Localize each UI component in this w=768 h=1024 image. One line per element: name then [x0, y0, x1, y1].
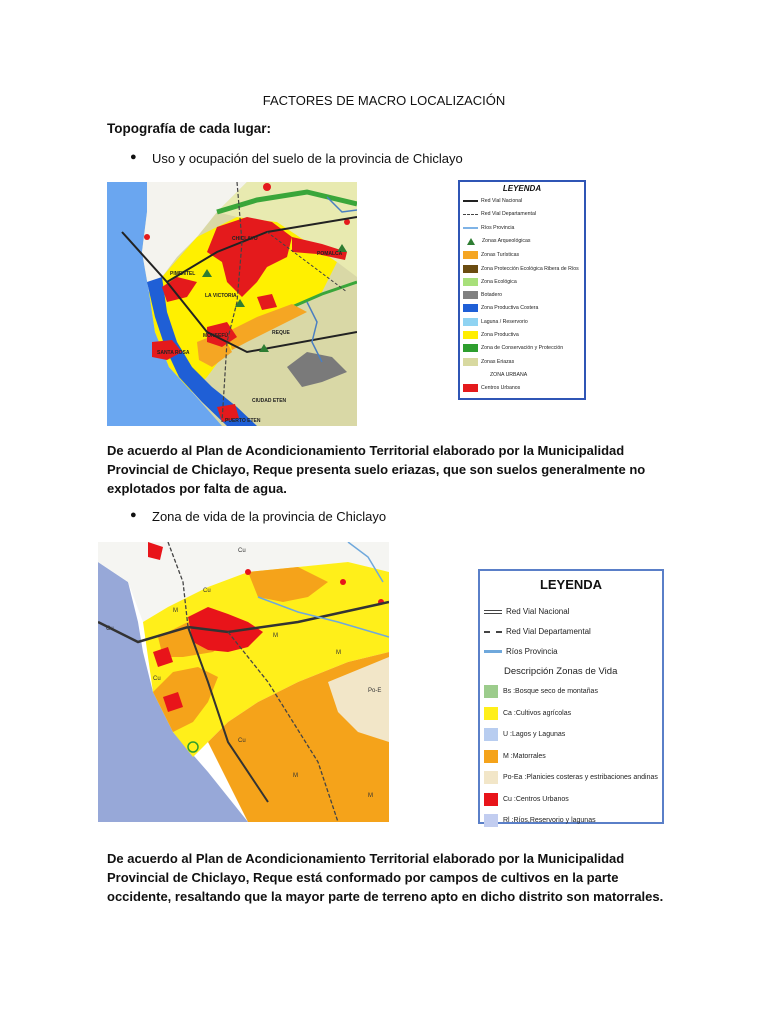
map1-label: LA VICTORIA [205, 293, 237, 299]
legend-label: Bs :Bosque seco de montañas [503, 688, 598, 695]
legend-swatch [463, 265, 478, 273]
land-use-legend [458, 180, 586, 400]
legend-item [463, 251, 519, 259]
legend-label: Laguna / Reservorio [481, 318, 528, 325]
svg-text:Cu: Cu [153, 676, 161, 682]
land-use-map [107, 182, 357, 426]
legend-label: Zona Ecológica [481, 278, 517, 285]
legend-swatch [463, 251, 478, 259]
map1-label: MONSEFÚ [203, 333, 228, 339]
legend-item [484, 627, 591, 636]
map1-label: REQUE [272, 330, 290, 336]
legend-swatch [463, 371, 478, 379]
paragraph: De acuerdo al Plan de Acondicionamiento Territorial elaborado por la Municipalidad Provincial de Chiclayo, Reque está conformado por campos de cultivos en la parte occidente, resaltando que la mayor parte de terreno apto en dicho distrito son matorrales. [107, 851, 664, 904]
map1-label: PUERTO ETEN [225, 418, 261, 424]
legend-swatch [484, 771, 498, 784]
legend-label: Ríos Provincia [506, 647, 558, 656]
svg-text:M: M [173, 608, 178, 614]
legend-item [463, 344, 563, 352]
legend-item [463, 211, 536, 217]
legend-swatch [463, 304, 478, 312]
legend-label: Ríos Provincia [481, 224, 515, 231]
legend-item [463, 371, 527, 379]
legend-swatch [484, 650, 502, 653]
legend-item [484, 750, 546, 763]
svg-text:M: M [336, 650, 341, 656]
legend-swatch [484, 750, 498, 763]
legend-label: Red Vial Nacional [481, 198, 523, 204]
life-zones-map [98, 542, 389, 822]
legend-swatch [463, 384, 478, 392]
legend-label: Rl :Ríos,Reservorio y lagunas [503, 817, 596, 824]
svg-text:M: M [368, 793, 373, 799]
legend-item [463, 304, 538, 312]
legend-label: Red Vial Departamental [481, 211, 536, 218]
legend-label: Cu :Centros Urbanos [503, 795, 569, 803]
bullet-text: Zona de vida de la provincia de Chiclayo [152, 509, 387, 524]
legend-swatch [467, 238, 475, 245]
legend-item [484, 685, 598, 698]
bullet-text: Uso y ocupación del suelo de la provincia de Chiclayo [152, 151, 463, 166]
svg-text:Cu: Cu [238, 738, 246, 744]
legend-item [463, 238, 530, 245]
legend-swatch [463, 344, 478, 352]
legend-subtitle: Descripción Zonas de Vida [504, 666, 618, 677]
legend-label: Zona Protección Ecológica Ribera de Ríos [481, 265, 579, 272]
legend-swatch [463, 291, 478, 299]
svg-text:Cu: Cu [238, 548, 246, 554]
legend-swatch [484, 814, 498, 827]
legend-label: Red Vial Departamental [506, 627, 591, 636]
legend-swatch [484, 728, 498, 741]
legend-swatch [484, 793, 498, 806]
legend-swatch [463, 318, 478, 326]
paragraph: De acuerdo al Plan de Acondicionamiento Territorial elaborado por la Municipalidad Provincial de Chiclayo, Reque presenta suelo eriazas, que son suelos generalmente no explotados por falta de agua. [107, 443, 646, 496]
legend-label: M :Matorrales [503, 752, 546, 760]
legend-item [463, 331, 519, 339]
svg-text:Cu: Cu [106, 626, 114, 632]
svg-text:M: M [273, 633, 278, 639]
bullet-dot-icon: ● [130, 151, 137, 163]
map1-label: CIUDAD ETEN [252, 398, 287, 404]
legend-swatch [484, 631, 502, 633]
legend-label: Po-Ea :Planicies costeras y estribaciones andinas [503, 774, 658, 781]
svg-text:Cu: Cu [203, 588, 211, 594]
legend-item [463, 278, 517, 286]
legend-swatch [463, 227, 478, 229]
legend-item [484, 707, 571, 720]
legend-label: ZONA URBANA [490, 371, 528, 378]
legend-label: Botadero [481, 292, 503, 299]
legend-swatch [484, 707, 498, 720]
map1-label: CHICLAYO [232, 236, 258, 242]
legend-swatch [463, 214, 478, 215]
legend-item [484, 728, 565, 741]
legend-label: Zona Productiva [481, 332, 519, 338]
legend-swatch [463, 331, 478, 339]
legend-label: U :Lagos y Lagunas [503, 731, 566, 738]
svg-text:M: M [293, 773, 298, 779]
legend-item [463, 358, 514, 366]
legend-label: Zonas Turísticas [481, 252, 520, 259]
legend-swatch [484, 610, 502, 614]
map1-label: PIMENTEL [170, 271, 196, 277]
legend-item [484, 771, 658, 784]
legend-label: Ca :Cultivos agrícolas [503, 709, 572, 717]
legend-title: LEYENDA [539, 577, 603, 592]
legend-label: Red Vial Nacional [506, 607, 570, 616]
legend-label: Zona de Conservación y Protección [481, 345, 564, 352]
legend-item [463, 225, 514, 231]
legend-item [484, 793, 569, 806]
section-heading: Topografía de cada lugar: [107, 121, 272, 136]
legend-title: LEYENDA [502, 184, 542, 193]
map1-label: POMALCA [317, 251, 343, 257]
legend-label: Zona Productiva Costera [481, 305, 539, 312]
bullet-dot-icon: ● [130, 509, 137, 521]
legend-swatch [463, 200, 478, 202]
legend-item [484, 814, 596, 827]
map1-label: SANTA ROSA [157, 350, 190, 356]
legend-item [463, 291, 502, 299]
legend-label: Zonas Eriazas [481, 358, 515, 365]
legend-item [484, 607, 569, 616]
svg-text:Po-E: Po-E [368, 688, 382, 694]
legend-item [463, 318, 528, 326]
legend-item [463, 384, 520, 392]
legend-label: Zonas Arqueológicas [482, 238, 531, 245]
legend-swatch [463, 278, 478, 286]
legend-swatch [484, 685, 498, 698]
page-title: FACTORES DE MACRO LOCALIZACIÓN [262, 93, 506, 108]
legend-item [484, 647, 558, 656]
legend-item [463, 265, 579, 273]
legend-item [463, 198, 522, 204]
life-zones-legend [478, 569, 664, 824]
legend-swatch [463, 358, 478, 366]
legend-label: Centros Urbanos [481, 385, 521, 392]
